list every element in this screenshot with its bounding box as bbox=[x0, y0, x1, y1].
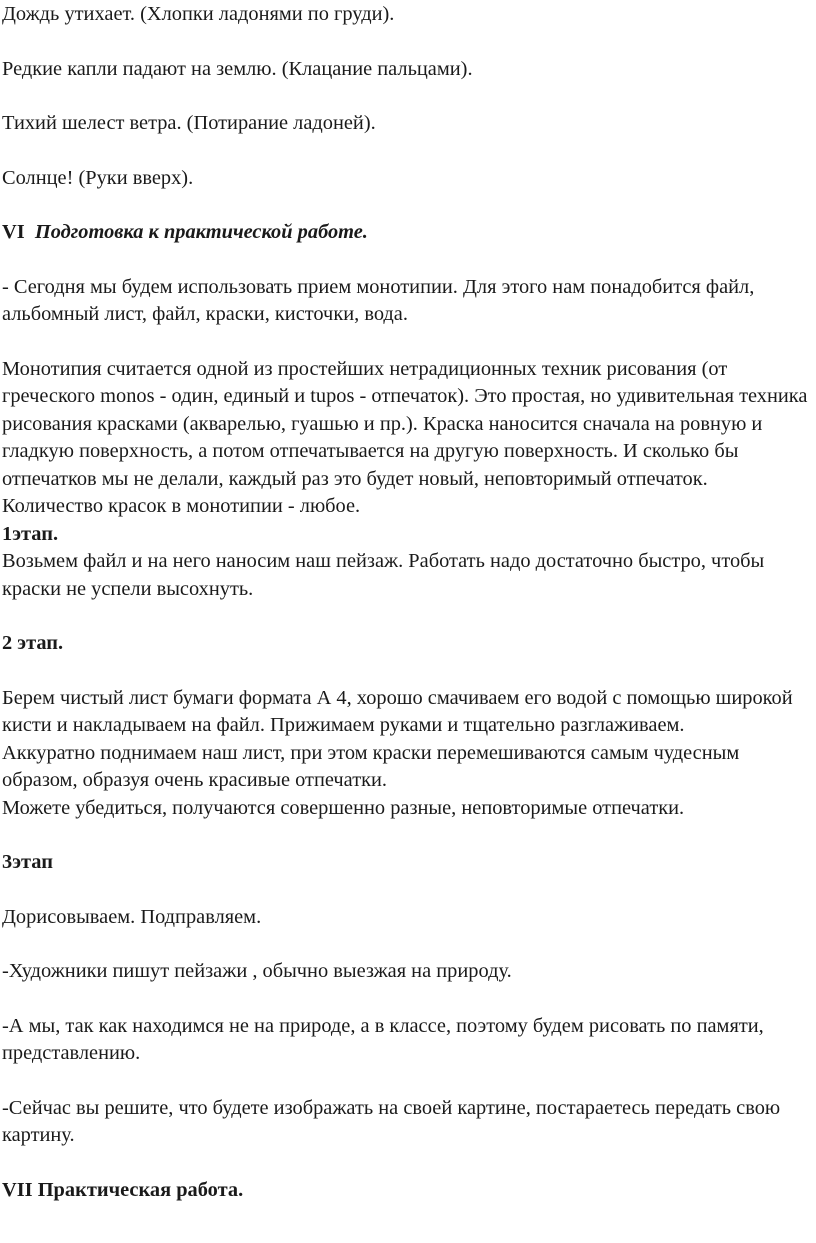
section-6-heading bbox=[2, 219, 812, 247]
intro-paragraph: - Сегодня мы будем использовать прием монотипии. Для этого нам понадобится файл, альбомный лист, файл, краски, кисточки, вода. bbox=[2, 275, 755, 325]
section-6-title: Подготовка к практической работе. bbox=[34, 221, 368, 243]
stage-2-text-2: Аккуратно поднимаем наш лист, при этом краски перемешиваются самым чудесным образом, образуя очень красивые отпечатки. bbox=[2, 741, 740, 791]
stage-1-heading: 1этап. bbox=[2, 522, 59, 545]
section-6-number: VI bbox=[2, 221, 25, 243]
stage-2-heading: 2 этап. bbox=[2, 632, 64, 654]
stage-3-text: Дорисовываем. Подправляем. bbox=[2, 905, 262, 928]
stage-2-text-1: Берем чистый лист бумаги формата А 4, хорошо смачиваем его водой с помощью широкой кисти и накладываем на файл. Прижимаем руками и тщательно разглаживаем. bbox=[2, 686, 793, 736]
stage-1-text: Возьмем файл и на него наносим наш пейзаж. Работать надо достаточно быстро, чтобы краски не успели высохнуть. bbox=[2, 550, 765, 600]
remark-decide: -Сейчас вы решите, что будете изображать на своей картине, постараетесь передать свою картину. bbox=[2, 1096, 781, 1146]
line-sun: Солнце! (Руки вверх). bbox=[2, 166, 194, 189]
line-quiet-wind: Тихий шелест ветра. (Потирание ладоней). bbox=[2, 112, 376, 134]
remark-classroom: -А мы, так как находимся не на природе, а в классе, поэтому будем рисовать по памяти, представлению. bbox=[2, 1014, 764, 1064]
stage-3-heading: 3этап bbox=[2, 851, 53, 873]
stage-2-text-3: Можете убедиться, получаются совершенно разные, неповторимые отпечатки. bbox=[2, 796, 685, 819]
monotype-paragraph: Монотипия считается одной из простейших нетрадиционных техник рисования (от греческого monos - один, единый и tupos - отпечаток). Это простая, но удивительная техника рисования красками (акварелью, гуашью и пр.). Краска наносится сначала на ровную и гладкую поверхность, а потом отпечатывается на другую поверхность. И сколько бы отпечатков мы не делали, каждый раз это будет новый, неповторимый отпечаток. Количество красок в монотипии - любое. bbox=[2, 357, 808, 517]
line-rain-subsides: Дождь утихает. (Хлопки ладонями по груди). bbox=[2, 3, 395, 25]
line-rare-drops: Редкие капли падают на землю. (Клацание пальцами). bbox=[2, 57, 473, 80]
remark-artists: -Художники пишут пейзажи , обычно выезжая на природу. bbox=[2, 960, 512, 982]
section-7-heading: VII Практическая работа. bbox=[2, 1178, 244, 1201]
